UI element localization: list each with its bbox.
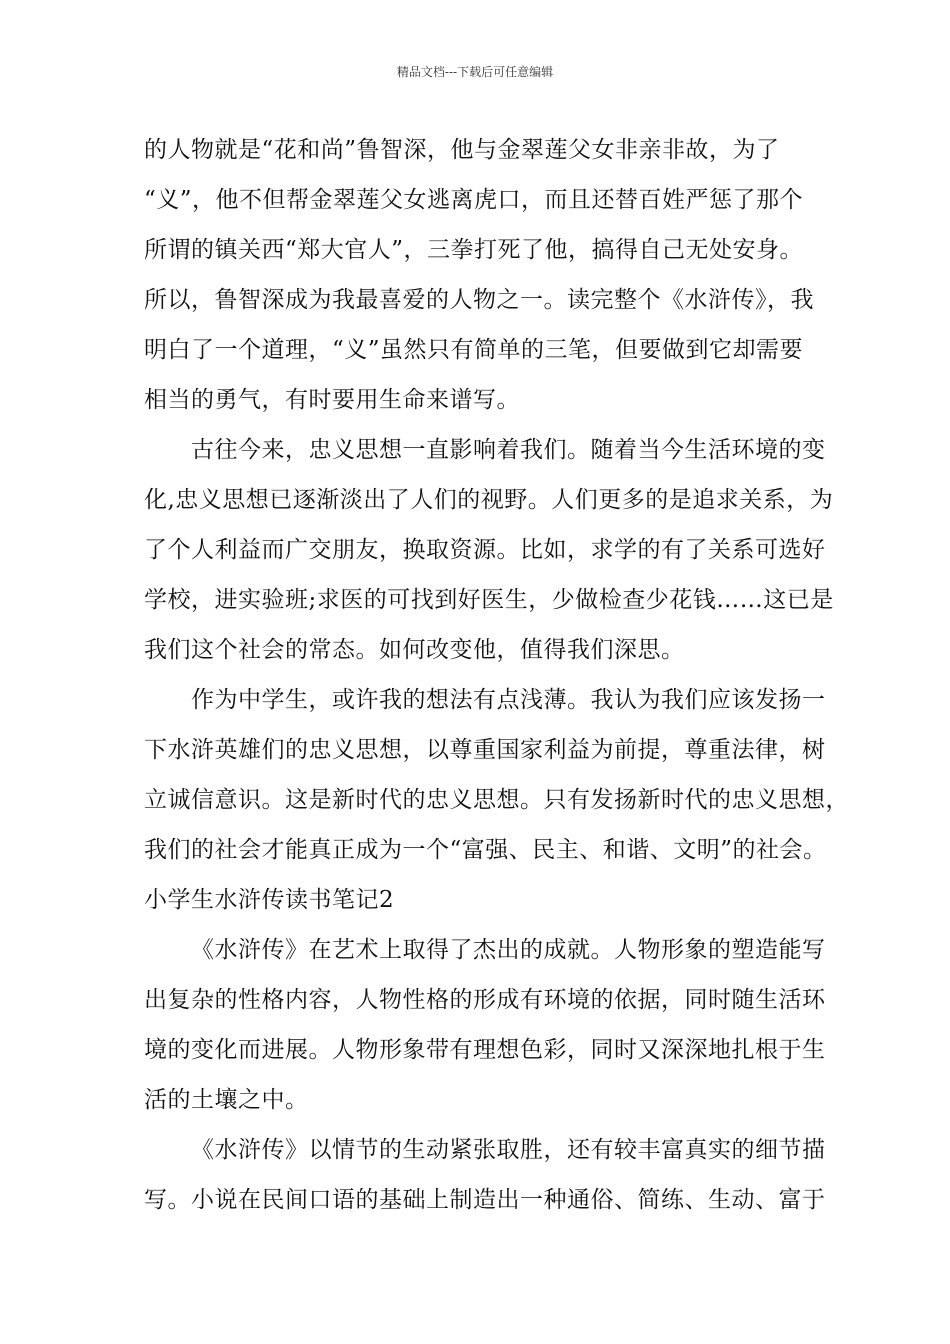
- paragraph-first-line: 《水浒传》以情节的生动紧张取胜，还有较丰富真实的细节描: [191, 1137, 826, 1163]
- text-line: 立诚信意识。这是新时代的忠义思想。只有发扬新时代的忠义思想，: [144, 787, 849, 813]
- page-header: 精品文档---下载后可任意编辑: [396, 65, 554, 79]
- text-line: 所谓的镇关西“郑大官人”，三拳打死了他，搞得自己无处安身。: [144, 237, 804, 263]
- text-line: 相当的勇气，有时要用生命来谱写。: [144, 387, 520, 413]
- text-line: 出复杂的性格内容，人物性格的形成有环境的依据，同时随生活环: [144, 987, 826, 1013]
- text-line: “义”，他不但帮金翠莲父女逃离虎口，而且还替百姓严惩了那个: [144, 187, 804, 213]
- text-line: 明白了一个道理，“义”虽然只有简单的三笔，但要做到它却需要: [144, 337, 804, 363]
- text-line: 我们这个社会的常态。如何改变他，值得我们深思。: [144, 637, 685, 663]
- text-line: 所以，鲁智深成为我最喜爱的人物之一。读完整个《水浒传》，我: [144, 287, 814, 313]
- section-title: 小学生水浒传读书笔记2: [144, 887, 395, 913]
- paragraph-first-line: 《水浒传》在艺术上取得了杰出的成就。人物形象的塑造能写: [191, 937, 826, 963]
- text-line: 学校，进实验班;求医的可找到好医生，少做检查少花钱……这已是: [144, 587, 834, 613]
- document-body: [144, 125, 849, 1225]
- text-line: 了个人利益而广交朋友，换取资源。比如，求学的有了关系可选好: [144, 537, 826, 563]
- text-line: 境的变化而进展。人物形象带有理想色彩，同时又深深地扎根于生: [144, 1037, 826, 1063]
- text-line: 活的土壤之中。: [144, 1087, 309, 1113]
- text-line: 化,忠义思想已逐渐淡出了人们的视野。人们更多的是追求关系，为: [144, 487, 834, 513]
- text-line: 下水浒英雄们的忠义思想，以尊重国家利益为前提，尊重法律，树: [144, 737, 826, 763]
- text-line: 写。小说在民间口语的基础上制造出一种通俗、简练、生动、富于: [144, 1187, 826, 1213]
- text-line: 我们的社会才能真正成为一个“富强、民主、和谐、文明”的社会。: [144, 837, 827, 863]
- paragraph-first-line: 古往今来，忠义思想一直影响着我们。随着当今生活环境的变: [191, 437, 826, 463]
- text-line: 的人物就是“花和尚”鲁智深，他与金翠莲父女非亲非故，为了: [144, 137, 780, 163]
- paragraph-first-line: 作为中学生，或许我的想法有点浅薄。我认为我们应该发扬一: [191, 687, 826, 713]
